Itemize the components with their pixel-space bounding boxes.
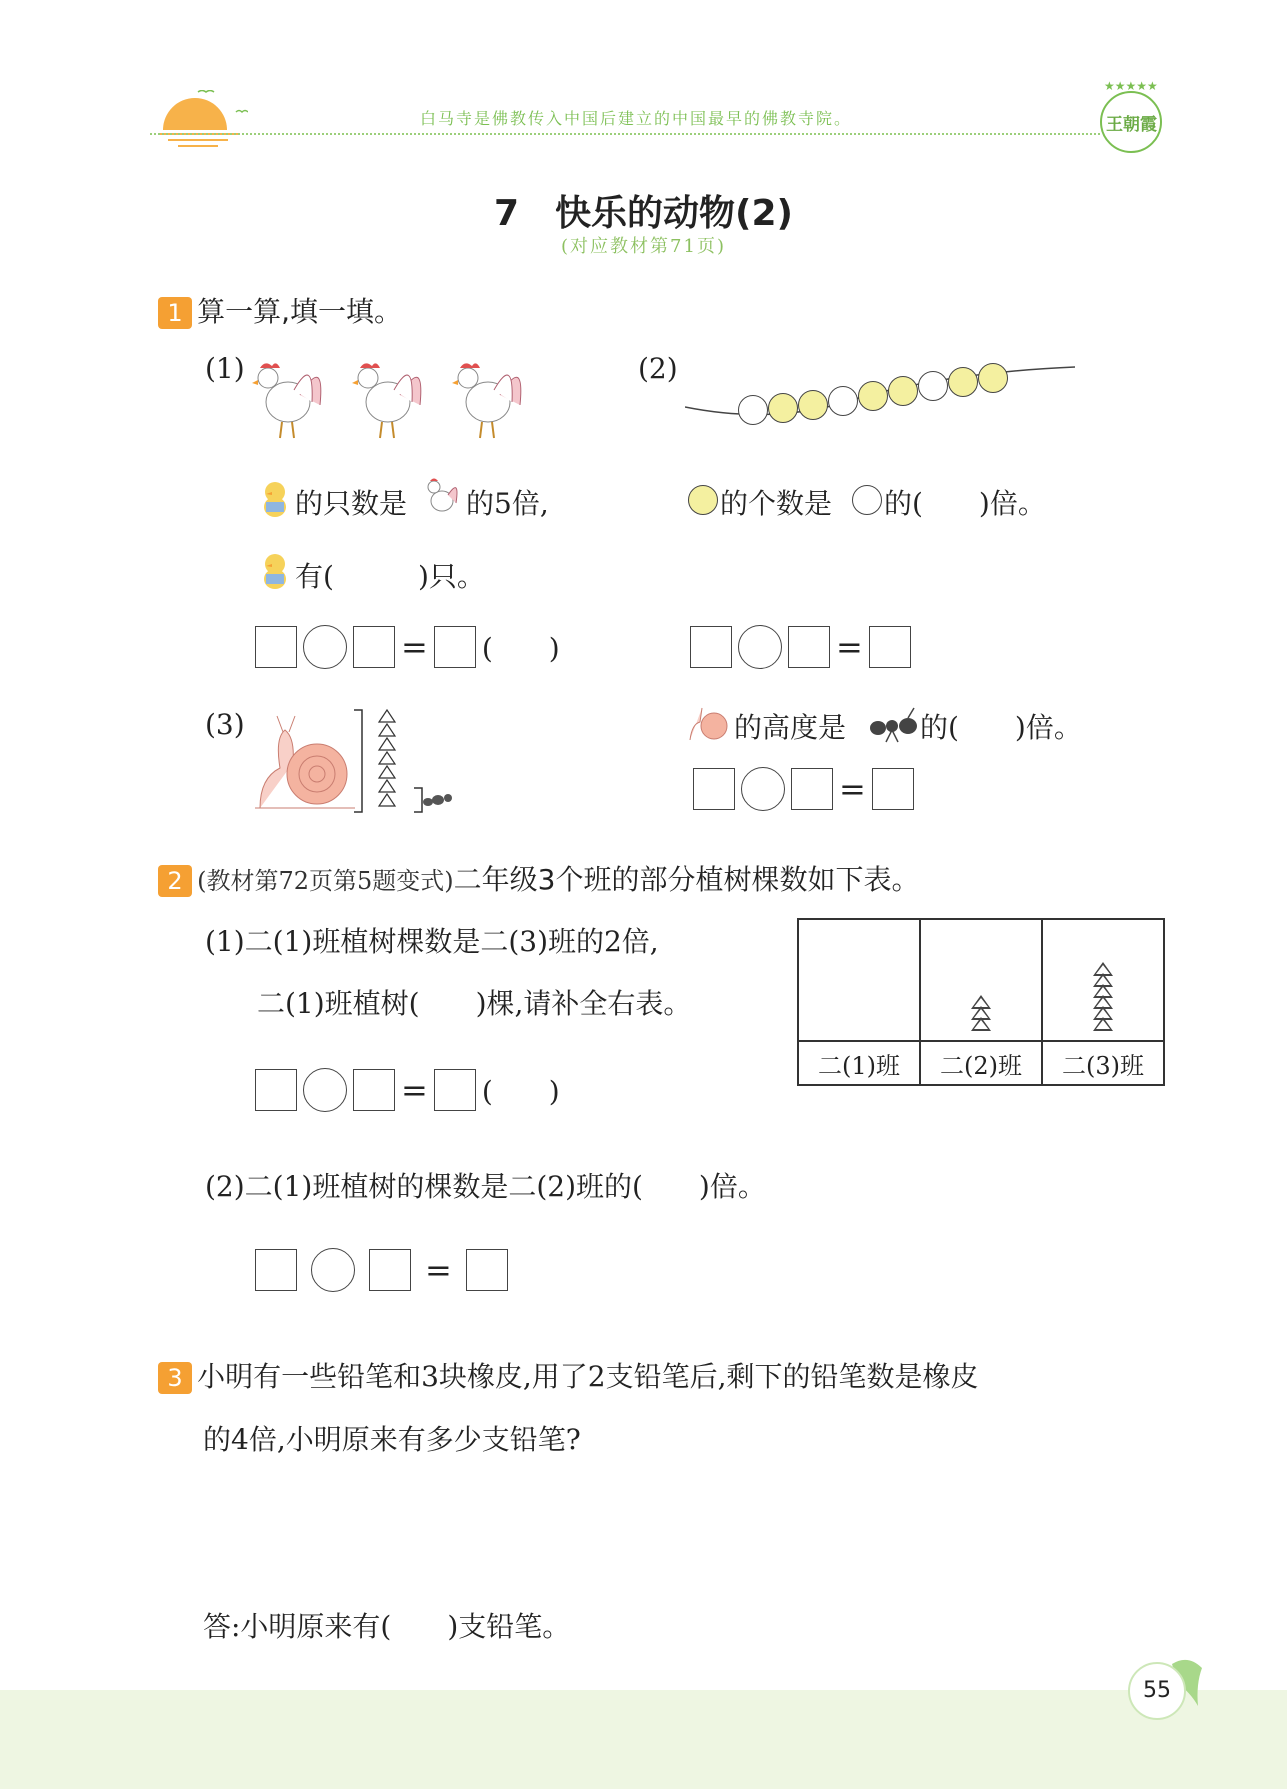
equation-box[interactable] [255,1249,297,1291]
equals-sign: = [836,628,863,666]
brand-logo-text: 王朝霞 [1106,115,1157,135]
q3-line1: 小明有一些铅笔和3块橡皮,用了2支铅笔后,剩下的铅笔数是橡皮 [197,1360,979,1393]
q1-p3-label: (3) [205,708,245,741]
q1-number: 1 [158,297,192,329]
header-motto: 白马寺是佛教传入中国后建立的中国最早的佛教寺院。 [420,109,853,128]
table-cell-class2-trees [920,919,1042,1041]
equation-box[interactable] [434,626,476,668]
equation-box[interactable] [369,1249,411,1291]
bead-yellow [798,390,828,420]
snail-image [255,708,355,817]
q1-p1-line2a: 有( [295,560,334,593]
q1-p1-line2b: )只。 [418,560,485,593]
equation-box[interactable] [788,626,830,668]
q1-p1-line1b: 的5倍, [466,487,549,520]
equation-box[interactable] [353,1069,395,1111]
bead-white [918,371,948,401]
q2-heading-text: 二年级3个班的部分植树棵数如下表。 [453,863,920,896]
q1-p2-text-a: 的个数是 [720,487,833,520]
bead-white [738,395,768,425]
q3-line1-row [158,1355,979,1395]
bead-yellow [768,393,798,423]
q2-p2-equation [255,1248,508,1292]
operator-circle[interactable] [738,625,782,669]
bead-yellow [948,367,978,397]
bead-yellow [978,363,1008,393]
bead-yellow-icon [688,485,718,515]
page-number: 55 [1128,1662,1186,1720]
equation-box[interactable] [869,626,911,668]
bead-yellow [858,381,888,411]
equals-sign: = [839,770,866,808]
q1-p2-text-b: 的( )倍。 [884,487,1046,520]
equation-box[interactable] [872,768,914,810]
tree-triangle [1093,1017,1113,1031]
operator-circle[interactable] [741,767,785,811]
footer-band [0,1690,1287,1789]
table-cell-class3-trees [1042,919,1164,1041]
equation-box[interactable] [353,626,395,668]
q3-answer: 答:小明原来有( )支铅笔。 [203,1610,571,1643]
q1-heading [158,290,402,330]
q2-number: 2 [158,865,192,897]
svg-text:★★★★★: ★★★★★ [1104,79,1158,93]
q1-p1-label: (1) [205,352,245,385]
table-label: 二(1)班 [798,1041,920,1085]
table-cell-class1-trees[interactable] [798,919,920,1041]
header-divider [150,133,1100,135]
equation-box[interactable] [690,626,732,668]
q1-heading-text: 算一算,填一填。 [197,295,402,328]
rooster-icon [424,475,460,523]
rooster-group [250,350,540,454]
equals-sign: = [401,628,428,666]
q1-p1-line1: 的只数是 [295,487,408,520]
q2-p2-line: (2)二(1)班植树的棵数是二(2)班的( )倍。 [205,1170,766,1203]
table-label: 二(3)班 [1042,1041,1164,1085]
q1-p3-text-a: 的高度是 [734,711,847,744]
equals-sign: = [401,1071,428,1109]
ant-icon [868,706,920,750]
chick-icon [258,478,292,522]
equals-sign: = [425,1251,452,1289]
q3-number: 3 [158,1362,192,1394]
equation-box[interactable] [434,1069,476,1111]
q1-p3-text-b: 的( )倍。 [920,711,1082,744]
operator-circle[interactable] [303,1068,347,1112]
q2-heading-note: (教材第72页第5题变式) [197,867,454,895]
table-label: 二(2)班 [920,1041,1042,1085]
unit-blank[interactable]: ( ) [481,1075,560,1108]
height-bracket [352,708,462,820]
bead-string [685,345,1075,435]
q3-line2: 的4倍,小明原来有多少支铅笔? [203,1423,581,1456]
q1-p1-equation [255,625,560,669]
q1-p2-label: (2) [638,352,678,385]
q2-p1-line1: (1)二(1)班植树棵数是二(3)班的2倍, [205,925,659,958]
snail-icon [688,700,730,746]
operator-circle[interactable] [303,625,347,669]
chick-icon [258,550,292,594]
bead-yellow [888,376,918,406]
equation-box[interactable] [791,768,833,810]
bead-white [828,386,858,416]
brand-logo [1092,78,1170,156]
page-title: 7 快乐的动物(2) [493,193,793,234]
q1-p2-equation [690,625,911,669]
unit-blank[interactable]: ( ) [481,632,560,665]
q2-p1-line2: 二(1)班植树( )棵,请补全右表。 [257,987,692,1020]
operator-circle[interactable] [311,1248,355,1292]
bead-white-icon [852,485,882,515]
page-subtitle: (对应教材第71页) [561,236,726,257]
equation-box[interactable] [466,1249,508,1291]
q1-p1-answer-blank[interactable] [330,552,420,590]
equation-box[interactable] [693,768,735,810]
sun-logo [158,90,232,130]
equation-box[interactable] [255,626,297,668]
q2-p1-equation [255,1068,560,1112]
q2-heading [158,858,919,898]
q1-p3-equation [693,767,914,811]
planting-table [797,918,1165,1086]
equation-box[interactable] [255,1069,297,1111]
tree-triangle [971,1017,991,1031]
